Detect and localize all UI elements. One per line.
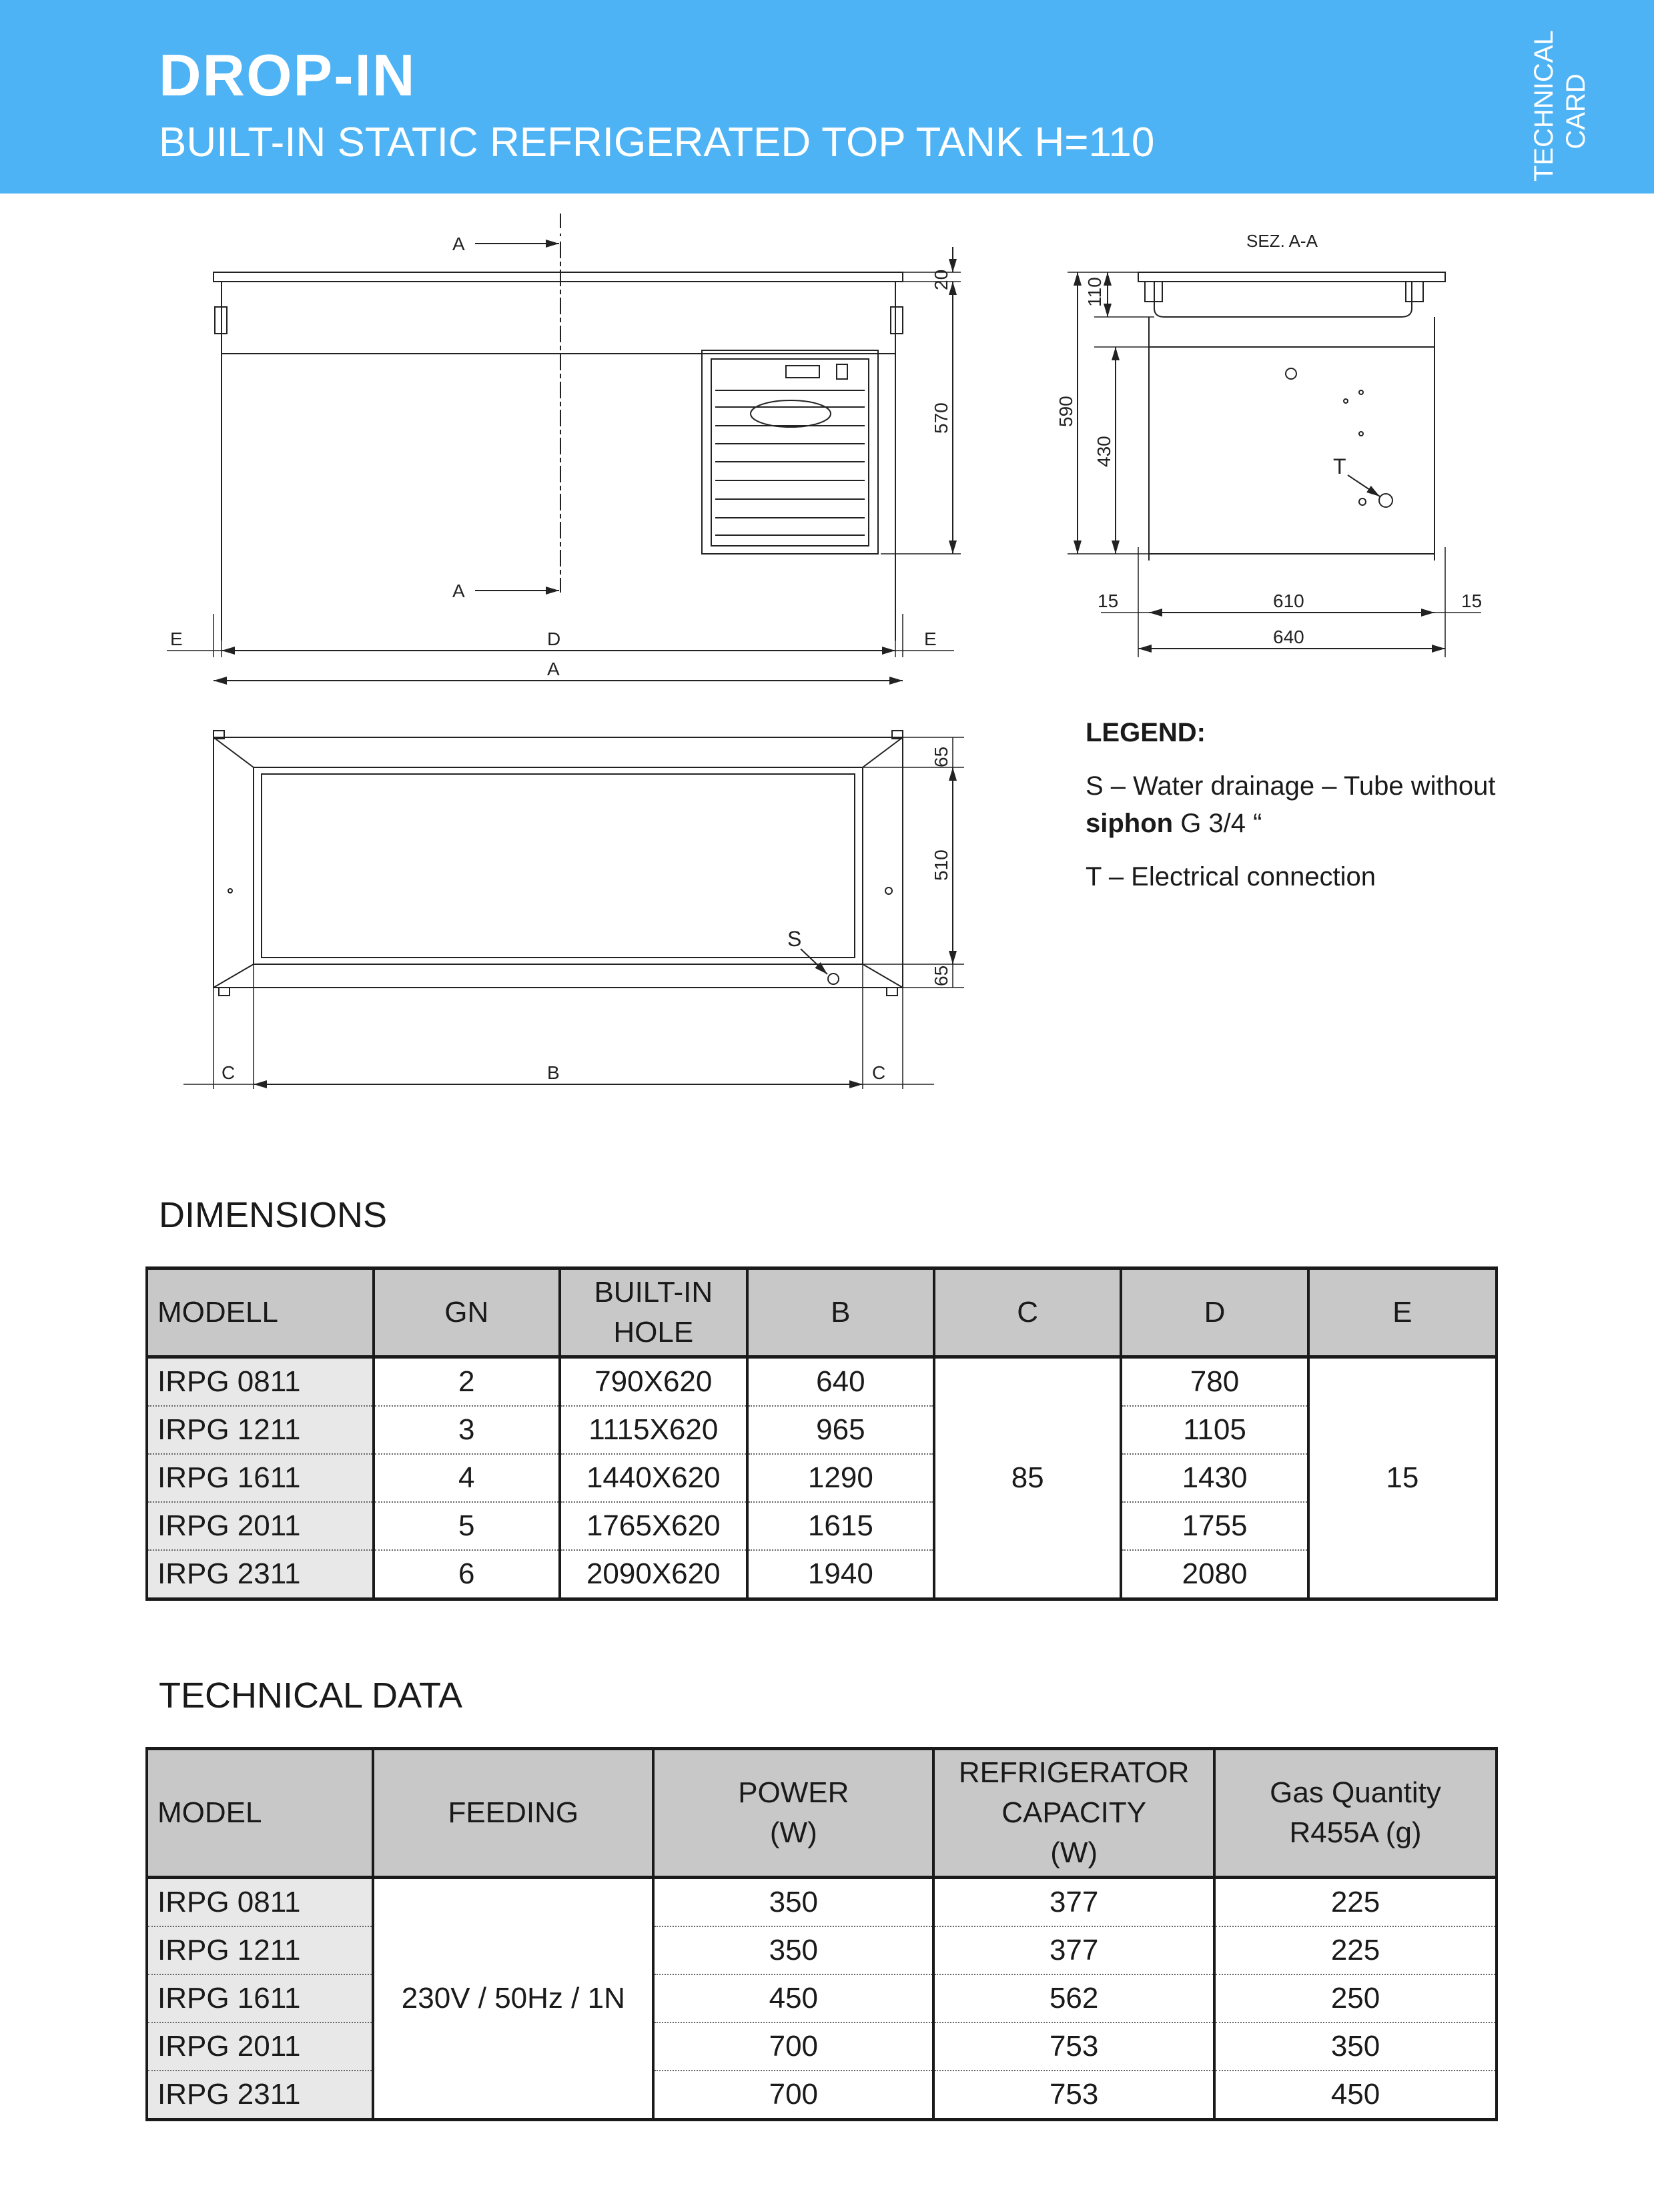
cell-hole: 1765X620 (560, 1502, 747, 1550)
table-row (147, 1926, 1497, 1974)
col-header-d: D (1121, 1268, 1308, 1357)
dim-510: 510 (931, 849, 951, 881)
col-header-model: MODEL (147, 1749, 373, 1878)
dimensions-title: DIMENSIONS (159, 1195, 388, 1235)
cell-c: 85 (934, 1357, 1121, 1599)
label-c-left: C (222, 1062, 236, 1083)
dim-20: 20 (931, 269, 951, 290)
plan-view (183, 659, 964, 1089)
table-header-row (147, 1268, 1497, 1357)
cell-gn: 3 (374, 1406, 560, 1454)
cell-hole: 790X620 (560, 1357, 747, 1407)
dim-590: 590 (1056, 396, 1076, 427)
side-label-line2: CARD (1561, 73, 1591, 149)
section-marker-bottom: A (452, 581, 465, 601)
label-t: T (1333, 454, 1346, 478)
cell-b: 965 (747, 1406, 934, 1454)
cell-b: 1940 (747, 1550, 934, 1599)
technical-drawings (0, 214, 1654, 1134)
header-banner (0, 0, 1654, 194)
table-row (147, 1550, 1497, 1599)
cell-gas: 225 (1214, 1926, 1497, 1974)
label-c-right: C (872, 1062, 886, 1083)
side-label-line1: TECHNICAL (1529, 30, 1559, 181)
cell-gas: 250 (1214, 1974, 1497, 2022)
table-row (147, 1357, 1497, 1407)
label-b: B (547, 1062, 560, 1083)
col-header-hole: BUILT-IN HOLE (560, 1268, 747, 1357)
table-row (147, 1454, 1497, 1502)
page-title: DROP-IN (159, 42, 416, 108)
cell-gn: 5 (374, 1502, 560, 1550)
label-s: S (787, 927, 802, 951)
legend-title: LEGEND: (1086, 718, 1206, 747)
table-row (147, 1878, 1497, 1927)
col-header-gas: Gas Quantity R455A (g) (1214, 1749, 1497, 1878)
cell-d: 2080 (1121, 1550, 1308, 1599)
dim-110: 110 (1084, 277, 1105, 307)
cell-d: 1430 (1121, 1454, 1308, 1502)
cell-d: 1105 (1121, 1406, 1308, 1454)
dimensions-table (145, 1266, 1498, 1601)
dim-15-left: 15 (1098, 591, 1119, 611)
dim-640: 640 (1273, 627, 1304, 647)
legend (1086, 714, 1566, 911)
table-row (147, 2071, 1497, 2120)
table-header-row (147, 1749, 1497, 1878)
legend-item-t: T – Electrical connection (1086, 862, 1376, 891)
cell-power: 450 (653, 1974, 933, 2022)
col-header-e: E (1308, 1268, 1497, 1357)
table-row (147, 1406, 1497, 1454)
cell-gas: 225 (1214, 1878, 1497, 1927)
cell-model: IRPG 0811 (147, 1878, 373, 1927)
cell-gn: 2 (374, 1357, 560, 1407)
cell-gas: 450 (1214, 2071, 1497, 2120)
cell-capacity: 377 (933, 1926, 1214, 1974)
section-title: SEZ. A-A (1246, 231, 1318, 251)
cell-b: 1290 (747, 1454, 934, 1502)
dim-430: 430 (1094, 436, 1114, 467)
col-header-power: POWER (W) (653, 1749, 933, 1878)
cell-b: 640 (747, 1357, 934, 1407)
cell-gas: 350 (1214, 2022, 1497, 2071)
cell-model: IRPG 2011 (147, 1502, 374, 1550)
cell-model: IRPG 1211 (147, 1406, 374, 1454)
col-header-gn: GN (374, 1268, 560, 1357)
table-row (147, 1974, 1497, 2022)
label-d: D (547, 629, 561, 649)
front-view (167, 214, 961, 657)
cell-feeding: 230V / 50Hz / 1N (373, 1878, 653, 2120)
cell-power: 700 (653, 2071, 933, 2120)
cell-power: 350 (653, 1926, 933, 1974)
col-header-model: MODELL (147, 1268, 374, 1357)
label-e-left: E (170, 629, 183, 649)
cell-hole: 1440X620 (560, 1454, 747, 1502)
cell-gn: 6 (374, 1550, 560, 1599)
dim-65-top: 65 (931, 746, 951, 767)
cell-power: 350 (653, 1878, 933, 1927)
dim-65-bottom: 65 (931, 965, 951, 986)
cell-hole: 1115X620 (560, 1406, 747, 1454)
section-marker-top: A (452, 234, 465, 254)
dim-570: 570 (931, 402, 951, 434)
col-header-b: B (747, 1268, 934, 1357)
cell-model: IRPG 1611 (147, 1454, 374, 1502)
col-header-c: C (934, 1268, 1121, 1357)
legend-item-s: S – Water drainage – Tube without siphon G 3/4 “ (1086, 771, 1496, 838)
dim-15-right: 15 (1461, 591, 1483, 611)
cell-model: IRPG 0811 (147, 1357, 374, 1407)
table-row (147, 1502, 1497, 1550)
cell-capacity: 753 (933, 2071, 1214, 2120)
dim-610: 610 (1273, 591, 1304, 611)
label-e-right: E (924, 629, 937, 649)
cell-power: 700 (653, 2022, 933, 2071)
cell-capacity: 753 (933, 2022, 1214, 2071)
cell-model: IRPG 1211 (147, 1926, 373, 1974)
page-subtitle: BUILT-IN STATIC REFRIGERATED TOP TANK H=110 (159, 119, 1155, 165)
table-row (147, 2022, 1497, 2071)
cell-model: IRPG 1611 (147, 1974, 373, 2022)
col-header-feeding: FEEDING (373, 1749, 653, 1878)
label-a: A (547, 659, 560, 679)
col-header-capacity: REFRIGERATOR CAPACITY (W) (933, 1749, 1214, 1878)
section-view (1056, 231, 1482, 657)
cell-capacity: 377 (933, 1878, 1214, 1927)
technical-data-table (145, 1747, 1498, 2121)
cell-hole: 2090X620 (560, 1550, 747, 1599)
cell-d: 1755 (1121, 1502, 1308, 1550)
cell-capacity: 562 (933, 1974, 1214, 2022)
cell-b: 1615 (747, 1502, 934, 1550)
cell-model: IRPG 2011 (147, 2022, 373, 2071)
cell-d: 780 (1121, 1357, 1308, 1407)
cell-gn: 4 (374, 1454, 560, 1502)
technical-data-title: TECHNICAL DATA (159, 1676, 463, 1716)
cell-model: IRPG 2311 (147, 2071, 373, 2120)
technical-card-label (1528, 30, 1601, 181)
cell-e: 15 (1308, 1357, 1497, 1599)
cell-model: IRPG 2311 (147, 1550, 374, 1599)
